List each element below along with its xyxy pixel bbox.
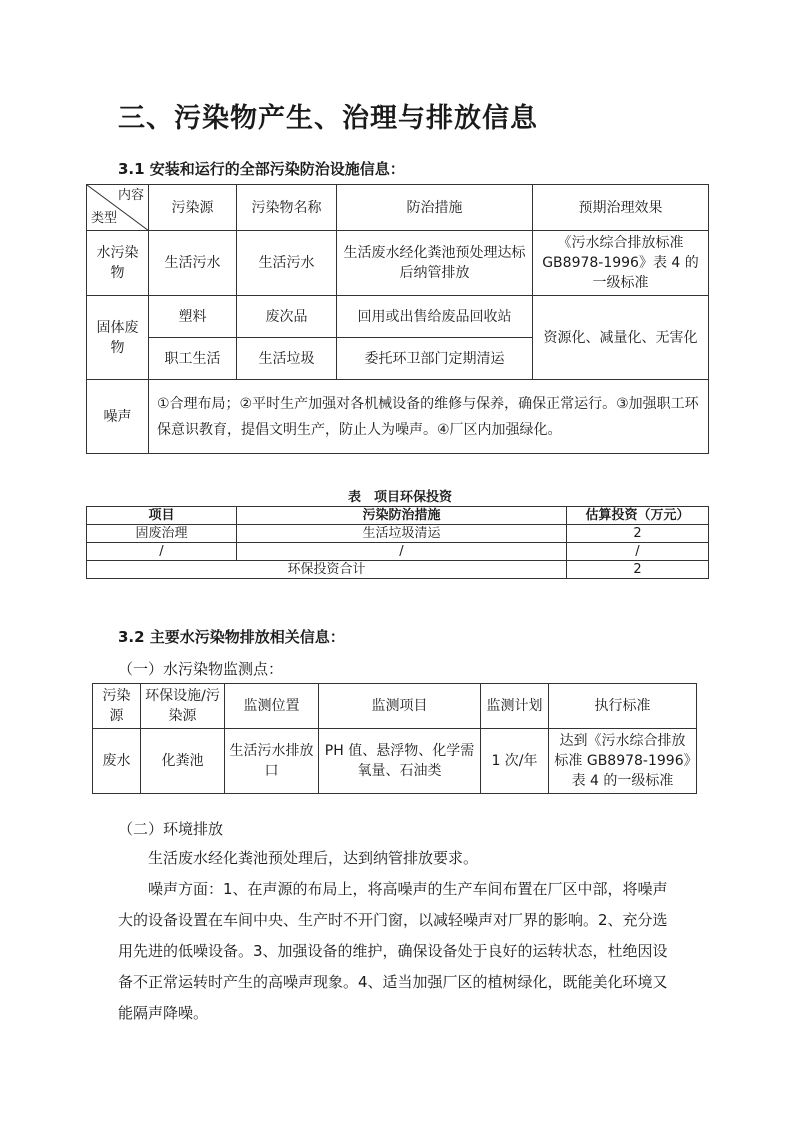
table-cell: 化粪池 xyxy=(141,729,225,794)
source-cell: 生活污水 xyxy=(149,231,237,296)
header-cell: 监测计划 xyxy=(481,684,549,729)
investment-table xyxy=(86,506,709,579)
header-cell: 污染防治措施 xyxy=(237,507,567,525)
table-header-row xyxy=(87,185,709,231)
header-cell: 环保设施/污染源 xyxy=(141,684,225,729)
pollutant-cell: 生活垃圾 xyxy=(237,338,337,380)
measure-cell: 委托环卫部门定期清运 xyxy=(337,338,533,380)
header-cell: 污染源 xyxy=(149,185,237,231)
table-header-row xyxy=(93,684,697,729)
type-cell: 噪声 xyxy=(87,380,149,454)
subsection-3-2-title: 3.2 主要水污染物排放相关信息： xyxy=(118,628,345,646)
table-row xyxy=(87,296,709,338)
table-cell: 生活污水排放口 xyxy=(225,729,319,794)
table-row xyxy=(87,525,709,543)
total-value-cell: 2 xyxy=(567,561,709,579)
table-cell: 废水 xyxy=(93,729,141,794)
header-cell: 估算投资（万元） xyxy=(567,507,709,525)
measure-cell: 生活废水经化粪池预处理达标后纳管排放 xyxy=(337,231,533,296)
table-row xyxy=(87,543,709,561)
discharge-body xyxy=(118,843,678,1029)
table-cell: 生活垃圾清运 xyxy=(237,525,567,543)
investment-table-caption: 表 项目环保投资 xyxy=(347,490,452,505)
section-title: 三、污染物产生、治理与排放信息 xyxy=(118,103,538,134)
noise-measures-cell: ①合理布局；②平时生产加强对各机械设备的维修与保养，确保正常运行。③加强职工环保意识教育，提倡文明生产，防止人为噪声。④厂区内加强绿化。 xyxy=(149,380,709,454)
table-row xyxy=(87,561,709,579)
diag-top-label: 内容 xyxy=(117,188,144,203)
effect-cell: 《污水综合排放标准GB8978-1996》表 4 的一级标准 xyxy=(533,231,709,296)
wastewater-paragraph: 生活废水经化粪池预处理后，达到纳管排放要求。 xyxy=(148,849,479,867)
table-row xyxy=(87,380,709,454)
table-cell: 固废治理 xyxy=(87,525,237,543)
table-cell: 2 xyxy=(567,525,709,543)
header-cell: 项目 xyxy=(87,507,237,525)
header-cell: 防治措施 xyxy=(337,185,533,231)
header-cell: 执行标准 xyxy=(549,684,697,729)
source-cell: 职工生活 xyxy=(149,338,237,380)
header-cell: 污染物名称 xyxy=(237,185,337,231)
environment-discharge-heading: （二）环境排放 xyxy=(118,820,224,838)
effect-cell: 资源化、减量化、无害化 xyxy=(533,296,709,380)
table-cell: / xyxy=(87,543,237,561)
type-cell: 固体废物 xyxy=(87,296,149,380)
pollution-facilities-table xyxy=(86,184,709,454)
noise-paragraph: 噪声方面：1、在声源的布局上，将高噪声的生产车间布置在厂区中部，将噪声大的设备设置在车间中央、生产时不开门窗，以减轻噪声对厂界的影响。2、充分选用先进的低噪设备。3、加强设备的维护，确保设备处于良好的运转状态，杜绝因设备不正常运转时产生的高噪声现象。4、适当加强厂区的植树绿化，既能美化环境又能隔声降噪。 xyxy=(118,880,668,1022)
table-cell: PH 值、悬浮物、化学需氧量、石油类 xyxy=(319,729,481,794)
table-row xyxy=(93,729,697,794)
header-cell: 预期治理效果 xyxy=(533,185,709,231)
table-header-row xyxy=(87,507,709,525)
table-cell: / xyxy=(237,543,567,561)
type-cell: 水污染物 xyxy=(87,231,149,296)
header-cell: 监测位置 xyxy=(225,684,319,729)
table-cell: 1 次/年 xyxy=(481,729,549,794)
table-cell: 达到《污水综合排放标准 GB8978-1996》表 4 的一级标准 xyxy=(549,729,697,794)
total-label-cell: 环保投资合计 xyxy=(87,561,567,579)
header-cell: 污染源 xyxy=(93,684,141,729)
diagonal-header-cell xyxy=(87,185,149,231)
monitoring-table xyxy=(92,683,697,794)
diag-bottom-label: 类型 xyxy=(91,211,118,226)
header-cell: 监测项目 xyxy=(319,684,481,729)
measure-cell: 回用或出售给废品回收站 xyxy=(337,296,533,338)
source-cell: 塑料 xyxy=(149,296,237,338)
pollutant-cell: 生活污水 xyxy=(237,231,337,296)
table-row xyxy=(87,231,709,296)
subsection-3-1-title: 3.1 安装和运行的全部污染防治设施信息： xyxy=(118,160,405,178)
pollutant-cell: 废次品 xyxy=(237,296,337,338)
monitoring-points-heading: （一）水污染物监测点： xyxy=(118,660,284,678)
table-cell: / xyxy=(567,543,709,561)
